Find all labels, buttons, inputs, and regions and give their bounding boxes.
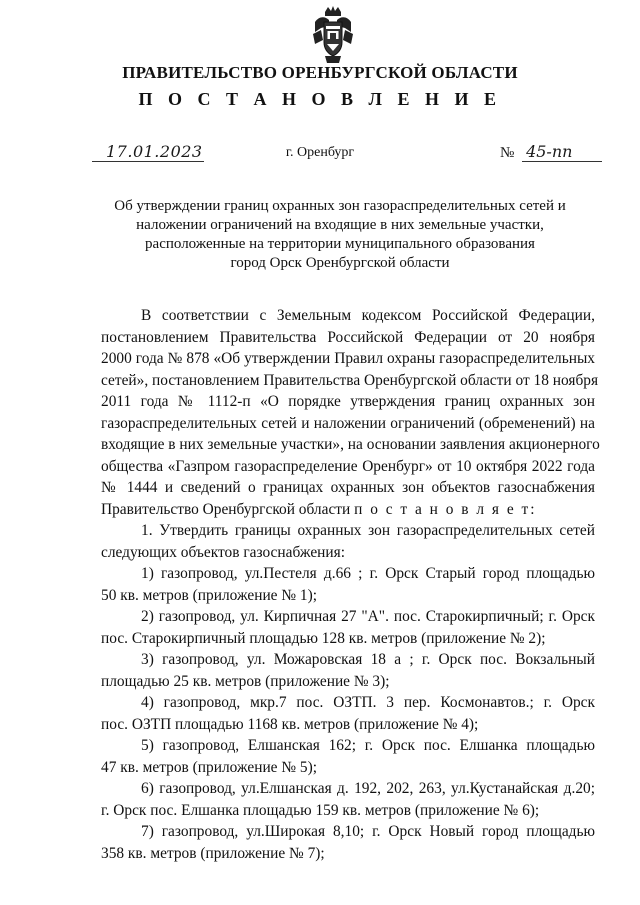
subject-line: наложении ограничений на входящие в них земельные участки, [136, 217, 544, 233]
item-1-paragraph [101, 520, 595, 563]
government-title: ПРАВИТЕЛЬСТВО ОРЕНБУРГСКОЙ ОБЛАСТИ [122, 63, 518, 82]
body-line: сетей», постановлением Правительства Оренбургской области от 18 ноября [101, 371, 599, 389]
body-line: 358 кв. метров (приложение № 7); [101, 844, 325, 862]
number-prefix: № [500, 145, 515, 161]
document-type-title: П О С Т А Н О В Л Е Н И Е [138, 89, 502, 109]
subitem-paragraph [101, 563, 595, 606]
body-line: 50 кв. метров (приложение № 1); [101, 586, 317, 604]
body-line: № 1444 и сведений о границах охранных зон объектов газоснабжения [101, 479, 595, 496]
body-line: постановлением Правительства Российской Федерации от 20 ноября [101, 328, 595, 346]
document-city: г. Оренбург [285, 145, 355, 160]
body-line: 4) газопровод, мкр.7 пос. ОЗТП. 3 пер. Космонавтов.; г. Орск [141, 694, 595, 711]
body-line: 7) газопровод, ул.Широкая 8,10; г. Орск Новый город площадью [141, 823, 595, 840]
subitem-paragraph [101, 735, 595, 778]
number-value: 45-пп [522, 142, 602, 162]
body-line: общества «Газпром газораспределение Оренбург» от 10 октября 2022 года [101, 457, 595, 475]
body-line: пос. ОЗТП площадью 1168 кв. метров (приложение № 4); [101, 715, 479, 733]
body-line: 5) газопровод, Елшанская 162; г. Орск пос. Елшанка площадью [141, 737, 595, 754]
subitem-paragraph [101, 692, 595, 735]
subject-line: город Орск Оренбургской области [230, 255, 450, 271]
body-line: 6) газопровод, ул.Елшанская д. 192, 202, 263, ул.Кустанайская д.20; [141, 780, 595, 797]
body-line: 47 кв. метров (приложение № 5); [101, 758, 317, 776]
document-date: 17.01.2023 [92, 142, 204, 162]
body-line: г. Орск пос. Елшанка площадью 159 кв. метров (приложение № 6); [101, 801, 540, 819]
body-line: газораспределительных сетей и наложении ограничений (обременений) на [101, 414, 595, 432]
subitem-paragraph [101, 606, 595, 649]
body-line: 2000 года № 878 «Об утверждении Правил охраны газораспределительных [101, 350, 595, 367]
preamble-tail: Правительство Оренбургской области [101, 500, 351, 518]
body-line: площадью 25 кв. метров (приложение № 3); [101, 672, 390, 690]
document-body [101, 305, 600, 864]
subitem-paragraph [101, 778, 595, 821]
body-line: 1. Утвердить границы охранных зон газораспределительных сетей [141, 522, 595, 539]
document-meta-row [0, 142, 640, 168]
subject-line: расположенные на территории муниципального образования [145, 236, 535, 252]
subject-line: Об утверждении границ охранных зон газораспределительных сетей и [114, 198, 566, 214]
document-number [500, 142, 602, 162]
body-line: 2) газопровод, ул. Кирпичная 27 "А". пос. Старокирпичный; г. Орск [141, 608, 595, 625]
body-line: пос. Старокирпичный площадью 128 кв. метров (приложение № 2); [101, 629, 546, 647]
resolves-word: п о с т а н о в л я е т: [354, 500, 537, 518]
body-line [101, 499, 595, 521]
subitem-paragraph [101, 821, 595, 864]
preamble-paragraph [101, 305, 600, 520]
body-line: 1) газопровод, ул.Пестеля д.66 ; г. Орск Старый город площадью [141, 565, 595, 582]
body-line: входящие в них земельные участки», на основании заявления акционерного [101, 436, 600, 453]
body-line: следующих объектов газоснабжения: [101, 543, 345, 561]
body-line: В соответствии с Земельным кодексом Российской Федерации, [141, 307, 595, 324]
body-line: 2011 года № 1112-п «О порядке утверждения границ охранных зон [101, 393, 595, 410]
subitem-paragraph [101, 649, 595, 692]
document-subject [100, 197, 580, 273]
orenburg-coat-of-arms-icon [311, 6, 355, 64]
body-line: 3) газопровод, ул. Можаровская 18 а ; г. Орск пос. Вокзальный [141, 651, 595, 668]
